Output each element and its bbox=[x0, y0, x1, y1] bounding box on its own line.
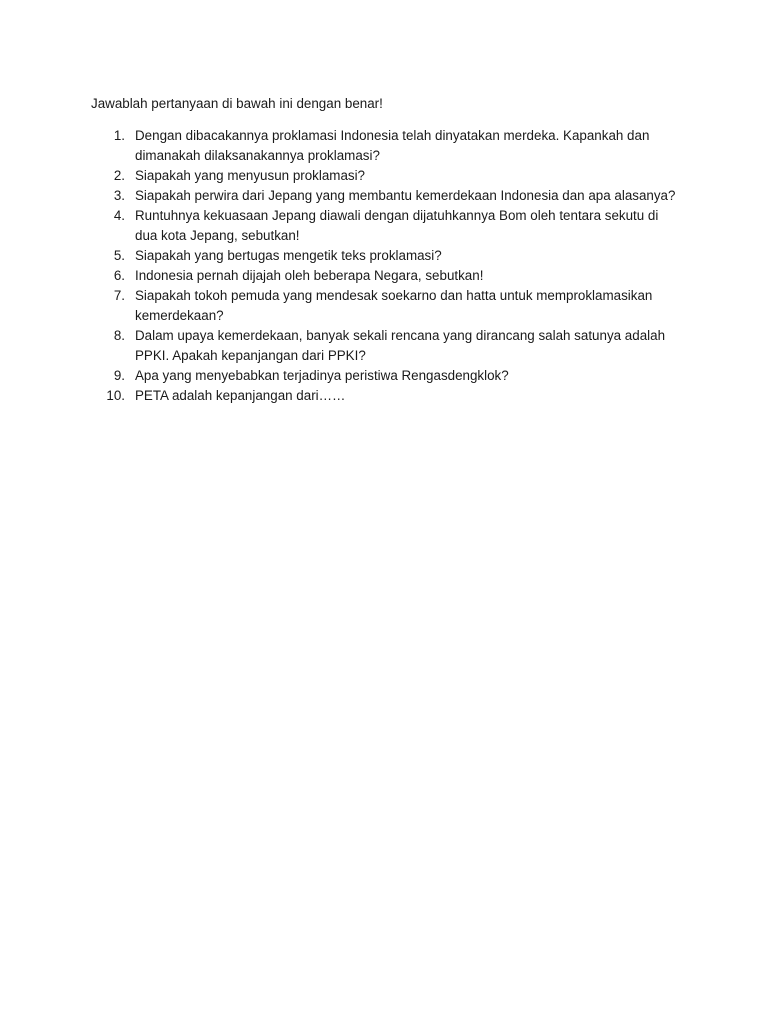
question-item bbox=[91, 366, 681, 386]
question-text: Siapakah yang menyusun proklamasi? bbox=[135, 168, 366, 183]
question-item bbox=[91, 126, 681, 166]
question-number: 10. bbox=[106, 388, 125, 403]
instruction-text: Jawablah pertanyaan di bawah ini dengan benar! bbox=[91, 96, 383, 111]
question-text: Apa yang menyebabkan terjadinya peristiwa Rengasdengklok? bbox=[135, 368, 509, 383]
question-text: Siapakah tokoh pemuda yang mendesak soekarno dan hatta untuk memproklamasikan kemerdekaan? bbox=[135, 288, 653, 323]
question-text: Runtuhnya kekuasaan Jepang diawali dengan dijatuhkannya Bom oleh tentara sekutu di dua kota Jepang, sebutkan! bbox=[135, 208, 659, 243]
question-item bbox=[91, 186, 681, 206]
question-text: Siapakah perwira dari Jepang yang membantu kemerdekaan Indonesia dan apa alasanya? bbox=[135, 188, 676, 203]
question-item bbox=[91, 166, 681, 186]
question-number: 6. bbox=[113, 268, 125, 283]
question-text: PETA adalah kepanjangan dari…… bbox=[135, 388, 346, 403]
question-item bbox=[91, 266, 681, 286]
question-number: 3. bbox=[113, 188, 125, 203]
question-number: 2. bbox=[113, 168, 125, 183]
question-number: 4. bbox=[113, 208, 125, 223]
question-item bbox=[91, 386, 681, 406]
question-number: 1. bbox=[113, 128, 125, 143]
question-item bbox=[91, 246, 681, 266]
question-item bbox=[91, 286, 681, 326]
question-text: Dengan dibacakannya proklamasi Indonesia telah dinyatakan merdeka. Kapankah dan dimanakah dilaksanakannya proklamasi? bbox=[135, 128, 650, 163]
question-number: 9. bbox=[113, 368, 125, 383]
question-item bbox=[91, 326, 681, 366]
question-item bbox=[91, 206, 681, 246]
question-number: 7. bbox=[113, 288, 125, 303]
question-text: Siapakah yang bertugas mengetik teks proklamasi? bbox=[135, 248, 442, 263]
question-text: Dalam upaya kemerdekaan, banyak sekali rencana yang dirancang salah satunya adalah PPKI. Apakah kepanjangan dari PPKI? bbox=[135, 328, 666, 363]
question-list bbox=[91, 126, 681, 406]
question-number: 5. bbox=[113, 248, 125, 263]
question-number: 8. bbox=[113, 328, 125, 343]
question-text: Indonesia pernah dijajah oleh beberapa Negara, sebutkan! bbox=[135, 268, 484, 283]
